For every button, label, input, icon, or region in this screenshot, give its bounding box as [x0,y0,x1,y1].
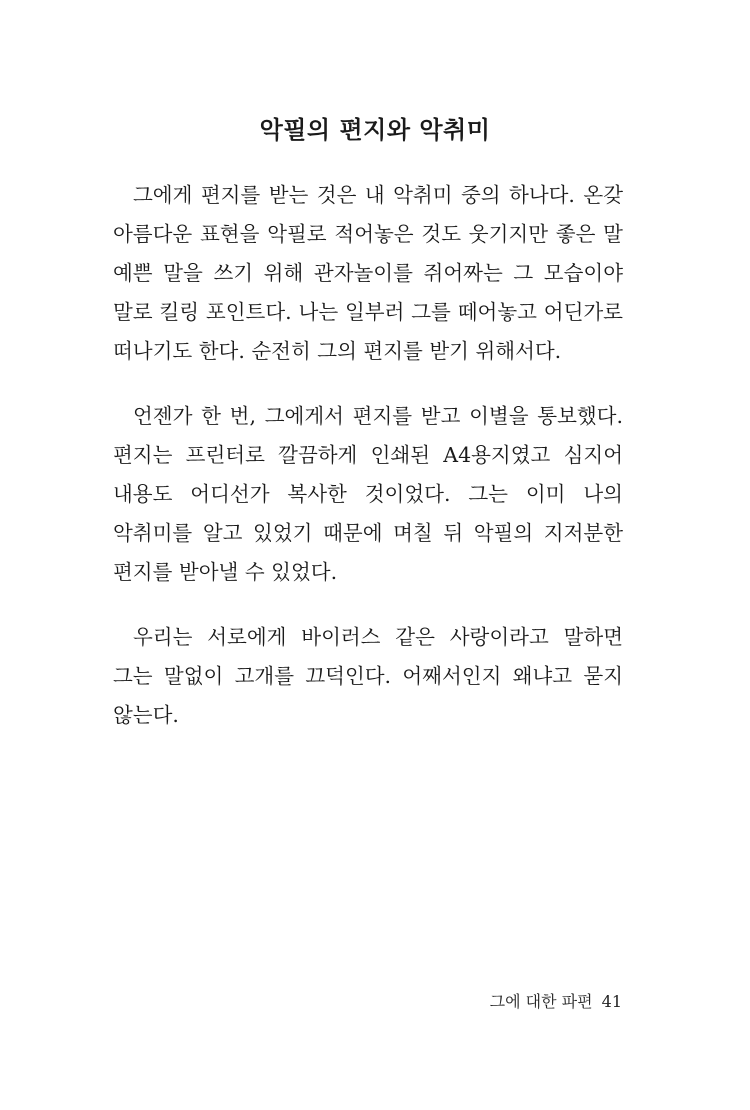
running-book-title: 그에 대한 파편 [489,992,593,1011]
paragraph-1: 그에게 편지를 받는 것은 내 악취미 중의 하나다. 온갖 아름다운 표현을 악필로 적어놓은 것도 웃기지만 좋은 말 예쁜 말을 쓰기 위해 관자놀이를 쥐어짜는 그 모습이야 말로 킬링 포인트다. 나는 일부러 그를 떼어놓고 어딘가로 떠나기도 한다. 순전히 그의 편지를 받기 위해서다. [113,183,623,363]
paragraph-2: 언젠가 한 번, 그에게서 편지를 받고 이별을 통보했다. 편지는 프린터로 깔끔하게 인쇄된 A4용지였고 심지어 내용도 어디선가 복사한 것이었다. 그는 이미 나의 악취미를 알고 있었기 때문에 며칠 뒤 악필의 지저분한 편지를 받아낼 수 있었다. [113,404,623,584]
page-body [113,176,623,761]
page-footer [490,988,622,1016]
page-number: 41 [601,992,622,1011]
paragraph-3: 우리는 서로에게 바이러스 같은 사랑이라고 말하면 그는 말없이 고개를 끄덕인다. 어째서인지 왜냐고 묻지 않는다. [113,625,623,727]
page-title: 악필의 편지와 악취미 [259,115,491,144]
